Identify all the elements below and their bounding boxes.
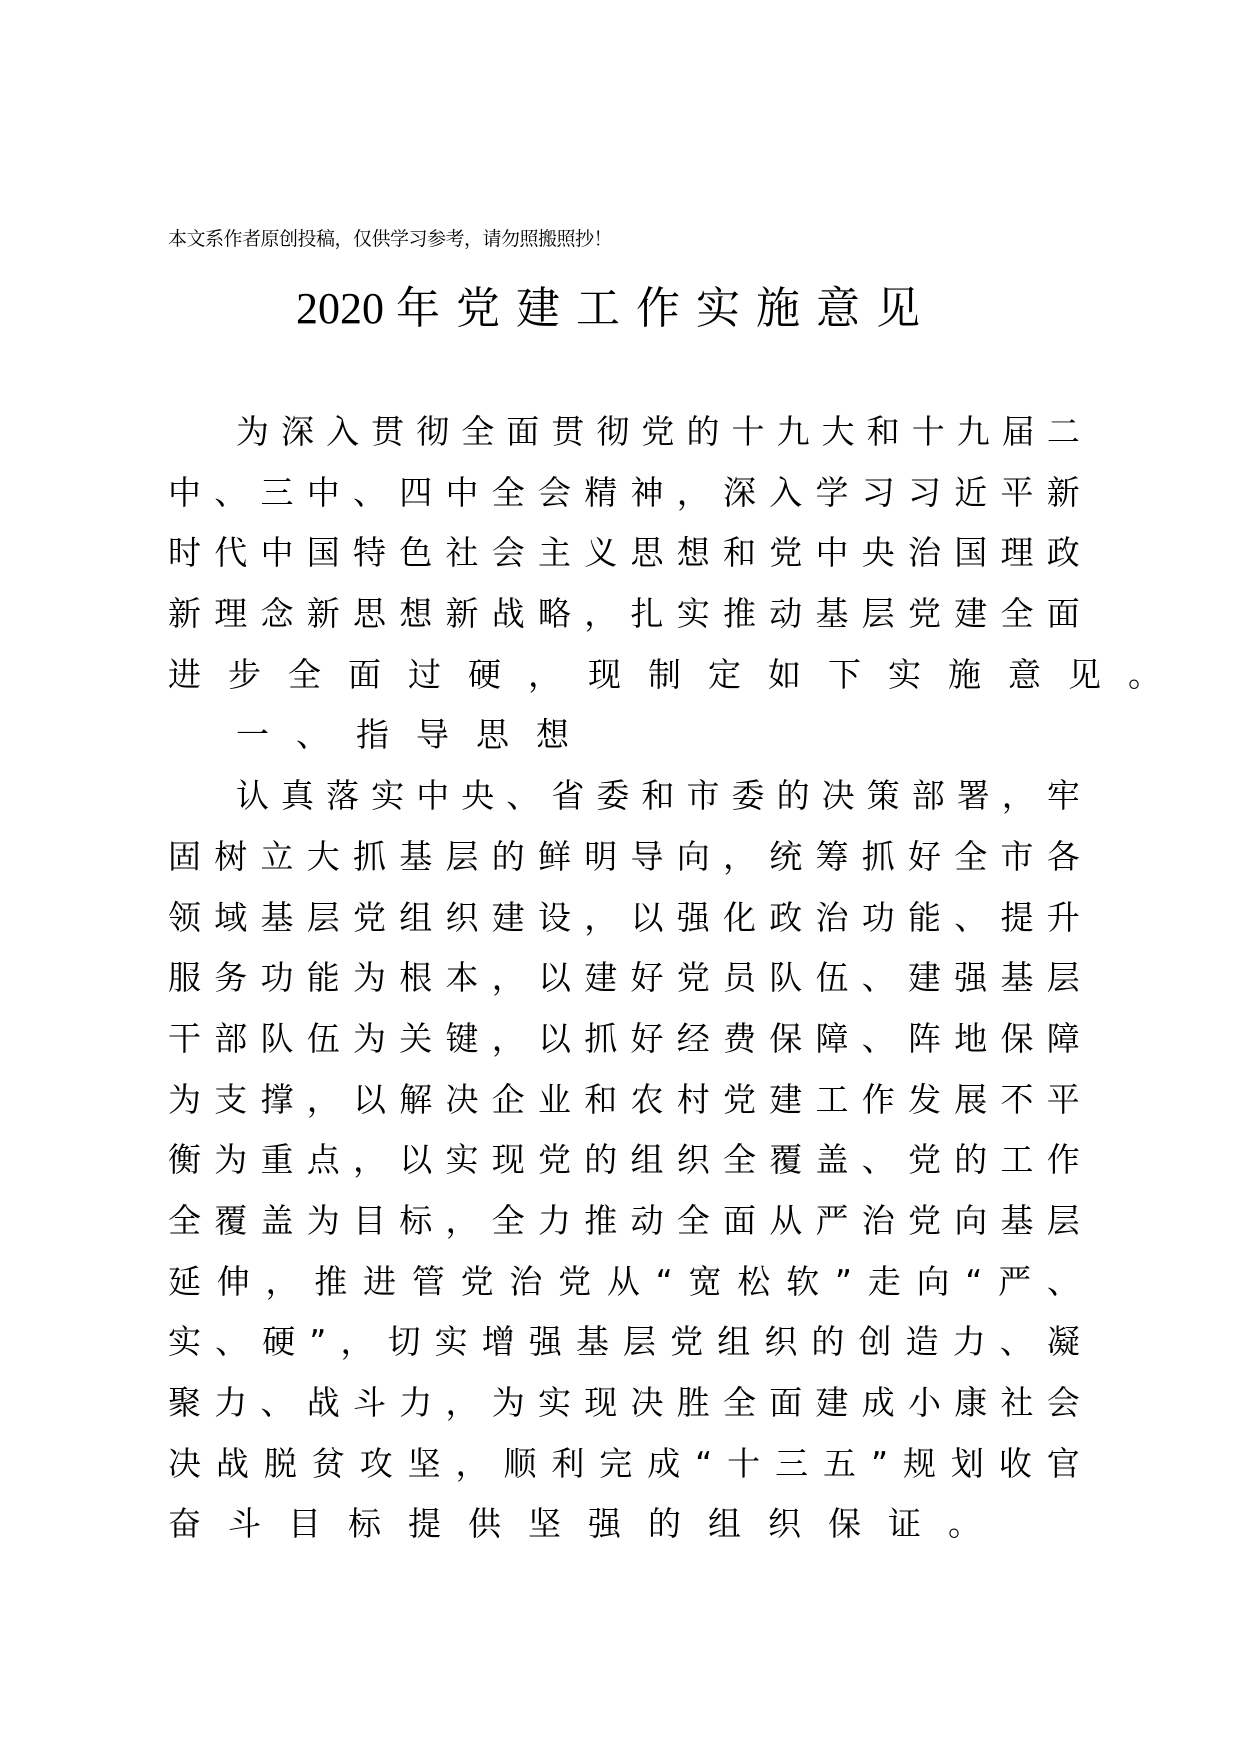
section-heading: 一、指导思想 xyxy=(236,715,596,755)
paragraph-line: 认 真 落 实 中 央 、 省 委 和 市 委 的 决 策 部 署 ， 牢 xyxy=(236,776,1080,816)
title-year: 2020 xyxy=(296,284,384,333)
paragraph-line: 全 覆 盖 为 目 标 ， 全 力 推 动 全 面 从 严 治 党 向 基 层 xyxy=(168,1200,1080,1240)
paragraph-line: 领 域 基 层 党 组 织 建 设 ， 以 强 化 政 治 功 能 、 提 升 xyxy=(168,897,1080,937)
paragraph-line: 服 务 功 能 为 根 本 ， 以 建 好 党 员 队 伍 、 建 强 基 层 xyxy=(168,958,1080,998)
paragraph-line: 干 部 队 伍 为 关 键 ， 以 抓 好 经 费 保 障 、 阵 地 保 障 xyxy=(168,1018,1080,1058)
paragraph-line: 进步全面过硬，现制定如下实施意见。 xyxy=(168,654,1188,694)
document-body xyxy=(168,402,1188,1555)
document-title xyxy=(0,272,1232,336)
paragraph-line: 聚 力 、 战 斗 力 ， 为 实 现 决 胜 全 面 建 成 小 康 社 会 xyxy=(168,1383,1080,1422)
paragraph-line: 中 、 三 中 、 四 中 全 会 精 神 ， 深 入 学 习 习 近 平 新 xyxy=(168,472,1080,512)
paragraph-line: 衡 为 重 点 ， 以 实 现 党 的 组 织 全 覆 盖 、 党 的 工 作 xyxy=(168,1140,1080,1180)
paragraph-line: 决 战 脱 贫 攻 坚 ， 顺 利 完 成 “ 十 三 五 ” 规 划 收 官 xyxy=(168,1443,1080,1483)
paragraph-line: 固 树 立 大 抓 基 层 的 鲜 明 导 向 ， 统 筹 抓 好 全 市 各 xyxy=(168,836,1080,876)
paragraph-line: 为 支 撑 ， 以 解 决 企 业 和 农 村 党 建 工 作 发 展 不 平 xyxy=(168,1079,1080,1119)
paragraph-line: 奋斗目标提供坚强的组织保证。 xyxy=(168,1504,1008,1544)
paragraph-line: 新 理 念 新 思 想 新 战 略 ， 扎 实 推 动 基 层 党 建 全 面 xyxy=(168,594,1080,634)
paragraph-line: 延 伸 ， 推 进 管 党 治 党 从 “ 宽 松 软 ” 走 向 “ 严 、 xyxy=(168,1261,1080,1301)
paragraph-line: 时 代 中 国 特 色 社 会 主 义 思 想 和 党 中 央 治 国 理 政 xyxy=(168,533,1080,573)
copyright-notice: 本文系作者原创投稿，仅供学习参考，请勿照搬照抄！ xyxy=(168,228,613,250)
paragraph-line: 为 深 入 贯 彻 全 面 贯 彻 党 的 十 九 大 和 十 九 届 二 xyxy=(236,412,1080,451)
paragraph-line: 实 、 硬 ” ， 切 实 增 强 基 层 党 组 织 的 创 造 力 、 凝 xyxy=(168,1322,1080,1362)
title-text: 年党建工作实施意见 xyxy=(396,283,936,334)
